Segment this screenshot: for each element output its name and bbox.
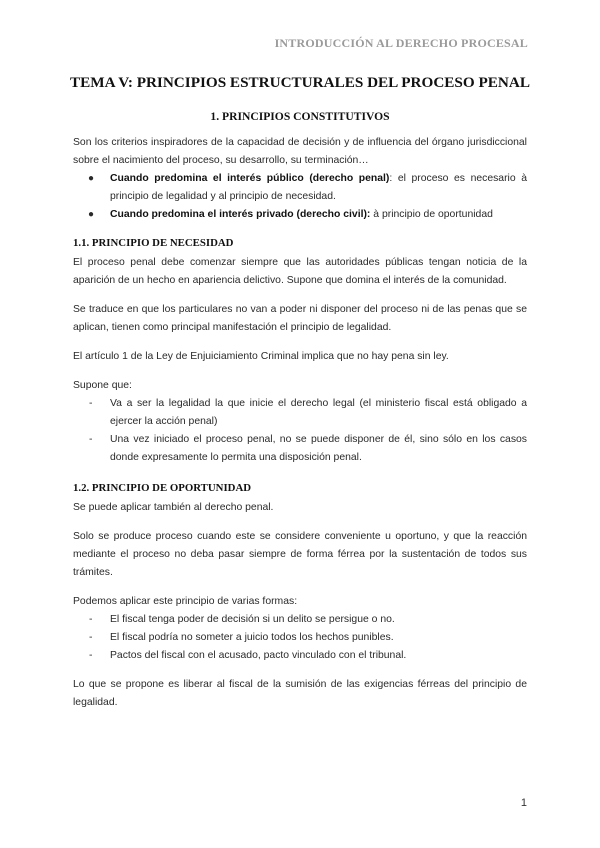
section-1-2-dash-list <box>73 611 527 665</box>
dash-marker: - <box>89 632 93 643</box>
section-1-intro: Son los criterios inspiradores de la capacidad de decisión y de influencia del órgano jurisdiccional sobre el nacimiento del proceso, su desarrollo, su terminación… <box>73 137 527 166</box>
dash-item-text: Pactos del fiscal con el acusado, pacto vinculado con el tribunal. <box>110 650 407 661</box>
running-header: INTRODUCCIÓN AL DERECHO PROCESAL <box>274 36 528 50</box>
dash-item-text: El fiscal tenga poder de decisión si un delito se persigue o no. <box>110 614 395 625</box>
dash-item-text: Una vez iniciado el proceso penal, no se puede disponer de él, sino sólo en los casos donde expresamente lo permita una disposición penal. <box>110 434 527 463</box>
list-item <box>73 206 527 224</box>
dash-item-text: Va a ser la legalidad la que inicie el derecho legal (el ministerio fiscal está obligado a ejercer la acción penal) <box>110 398 527 427</box>
section-1-2-heading: 1.2. PRINCIPIO DE OPORTUNIDAD <box>73 482 252 494</box>
paragraph: Se puede aplicar también al derecho penal. <box>73 502 274 513</box>
dash-marker: - <box>89 614 93 625</box>
page-title: TEMA V: PRINCIPIOS ESTRUCTURALES DEL PROCESO PENAL <box>70 74 530 91</box>
bullet-bold-text: Cuando predomina el interés público (derecho penal) <box>110 173 390 184</box>
paragraph: Solo se produce proceso cuando este se considere conveniente u oportuno, y que la reacción mediante el proceso no deba pasar siempre de forma férrea por la sustentación de todos sus trámites. <box>73 531 527 578</box>
paragraph: Supone que: <box>73 380 132 391</box>
list-item <box>73 611 527 629</box>
page-number: 1 <box>520 797 527 809</box>
list-item <box>73 629 527 647</box>
paragraph: El artículo 1 de la Ley de Enjuiciamiento Criminal implica que no hay pena sin ley. <box>73 351 449 362</box>
document-body <box>73 108 527 712</box>
bullet-text: à principio de oportunidad <box>370 209 493 220</box>
section-1-1-heading: 1.1. PRINCIPIO DE NECESIDAD <box>73 237 234 249</box>
dash-item-text: El fiscal podría no someter a juicio todos los hechos punibles. <box>110 632 394 643</box>
paragraph: El proceso penal debe comenzar siempre que las autoridades públicas tengan noticia de la aparición de un hecho en apariencia delictivo. Supone que domina el interés de la comunidad. <box>73 257 527 286</box>
list-item <box>73 395 527 431</box>
list-item <box>73 170 527 206</box>
bullet-marker: ● <box>88 209 95 220</box>
list-item <box>73 431 527 467</box>
paragraph: Podemos aplicar este principio de varias formas: <box>73 596 298 607</box>
dash-marker: - <box>89 434 93 445</box>
dash-marker: - <box>89 398 93 409</box>
bullet-bold-text: Cuando predomina el interés privado (derecho civil): <box>110 209 371 220</box>
paragraph: Lo que se propone es liberar al fiscal de la sumisión de las exigencias férreas del principio de legalidad. <box>73 679 527 708</box>
bullet-marker: ● <box>88 173 95 184</box>
section-1-bullet-list <box>73 170 527 224</box>
dash-marker: - <box>89 650 93 661</box>
section-1-heading: 1. PRINCIPIOS CONSTITUTIVOS <box>210 110 390 123</box>
paragraph: Se traduce en que los particulares no van a poder ni disponer del proceso ni de las penas que se aplican, tienen como principal manifestación el principio de legalidad. <box>73 304 527 333</box>
bullet-text: : el proceso es necesario à principio de legalidad y al principio de necesidad. <box>110 173 527 202</box>
section-1-1-dash-list <box>73 395 527 467</box>
list-item <box>73 647 527 665</box>
